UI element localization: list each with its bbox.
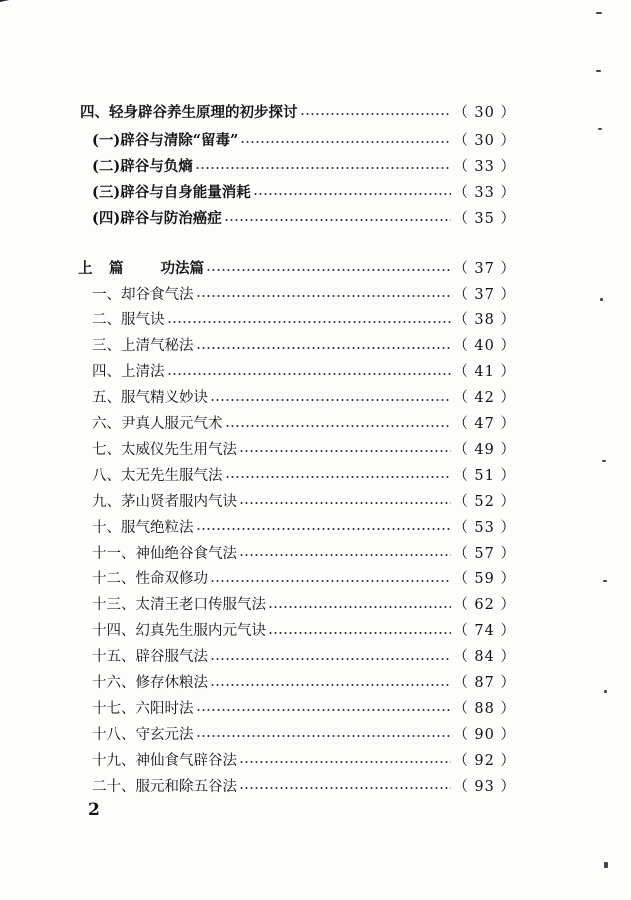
scan-speck (602, 460, 606, 462)
toc-entry-page: （ 53 ） (453, 519, 516, 536)
toc-entry-page: （ 59 ） (453, 571, 516, 588)
toc-entry-title: 十三、太清王老口传服气法 (92, 597, 266, 614)
toc-entry[interactable] (92, 461, 516, 487)
toc-entry-page: （ 49 ） (453, 441, 516, 458)
dot-leader (239, 539, 451, 565)
dot-leader (268, 617, 451, 643)
dot-leader (196, 513, 452, 539)
toc-entry[interactable] (92, 280, 516, 306)
toc-entry-title: 十七、六阳时法 (92, 700, 194, 717)
toc-entry-title: 一、却谷食气法 (92, 286, 194, 303)
page-number: 2 (88, 800, 100, 820)
toc-entry-title: 五、服气精义妙诀 (92, 390, 208, 407)
toc-entry-title: 十、服气绝粒法 (92, 519, 194, 536)
toc-entry-page: （ 41 ） (453, 364, 516, 381)
toc-entry[interactable] (92, 565, 516, 591)
toc-entry-page: （ 30 ） (453, 104, 516, 121)
dot-leader (268, 591, 451, 617)
dot-leader (239, 435, 451, 461)
toc-entry-title: 二、服气诀 (92, 312, 165, 329)
dot-leader (196, 332, 452, 358)
toc-entry-page: （ 88 ） (453, 700, 516, 717)
toc-entry[interactable] (92, 204, 516, 230)
dot-leader (253, 178, 452, 204)
scan-speck (598, 128, 602, 130)
toc-entry-title: 十九、神仙食气辟谷法 (92, 752, 237, 769)
toc-entry[interactable] (92, 332, 516, 358)
toc-entry[interactable] (92, 772, 516, 798)
toc-entry-page: （ 37 ） (453, 286, 516, 303)
toc-entry[interactable] (92, 487, 516, 513)
dot-leader (239, 487, 451, 513)
toc-entry-title: 十六、修存休粮法 (92, 675, 208, 691)
toc-entry-title: 四、轻身辟谷养生原理的初步探讨 (80, 103, 298, 121)
toc-entry-page: （ 52 ） (453, 493, 516, 510)
toc-entry[interactable] (92, 435, 516, 461)
dot-leader (239, 746, 451, 772)
toc-entry-page: （ 37 ） (453, 260, 516, 277)
toc-entry[interactable] (92, 178, 516, 204)
toc-entry-title: 功法篇 (160, 259, 204, 277)
toc-entry-title: (二)辟谷与负熵 (92, 157, 193, 175)
scan-speck (596, 12, 602, 14)
toc-entry[interactable] (92, 643, 516, 669)
toc-entry-title: 九、茅山贤者服内气诀 (92, 493, 237, 510)
toc-entry-page: （ 74 ） (453, 623, 516, 640)
toc-entry[interactable] (92, 720, 516, 746)
dot-leader (210, 643, 451, 669)
dot-leader (225, 461, 452, 487)
toc-entry[interactable] (92, 591, 516, 617)
toc-entry-page: （ 33 ） (453, 184, 516, 201)
dot-leader (196, 694, 452, 720)
toc-entry-title: 十五、辟谷服气法 (92, 649, 208, 666)
dot-leader (196, 280, 452, 306)
toc-entry-title: 十八、守玄元法 (92, 726, 194, 743)
toc-entry-title: 十四、幻真先生服内元气诀 (92, 623, 266, 640)
toc-entry[interactable] (92, 306, 516, 332)
toc-entry[interactable] (92, 513, 516, 539)
toc-entry-page: （ 51 ） (453, 467, 516, 484)
toc-entry-title: 八、太无先生服气法 (92, 467, 223, 484)
toc-part-one-heading[interactable] (78, 254, 516, 280)
toc-entry-page: （ 87 ） (453, 675, 516, 691)
dot-leader (224, 204, 452, 230)
toc-entry-page: （ 33 ） (453, 158, 516, 175)
scan-speck (596, 70, 601, 72)
toc-entry-page: （ 42 ） (453, 390, 516, 407)
toc-entry[interactable] (92, 384, 516, 410)
toc-entry[interactable] (92, 694, 516, 720)
dot-leader (239, 772, 451, 798)
toc-entry-title: 十一、神仙绝谷食气法 (92, 545, 237, 562)
scan-speck (600, 298, 603, 301)
dot-leader (210, 384, 451, 410)
dot-leader (225, 410, 452, 436)
dot-leader (300, 98, 452, 124)
scan-speck (604, 690, 607, 693)
toc-section-four-heading[interactable] (80, 98, 516, 124)
toc-entry[interactable] (92, 746, 516, 772)
toc-entry[interactable] (92, 126, 516, 152)
toc-entry-title: 三、上清气秘法 (92, 338, 194, 355)
toc-entry[interactable] (92, 669, 516, 695)
toc-entry-page: （ 62 ） (453, 597, 516, 614)
toc-entry-page: （ 35 ） (453, 210, 516, 227)
toc-entry-page: （ 84 ） (453, 649, 516, 666)
dot-leader (210, 565, 451, 591)
toc-entry-title: 二十、服元和除五谷法 (92, 778, 237, 795)
toc-entry-page: （ 57 ） (453, 545, 516, 562)
toc-entry[interactable] (92, 410, 516, 436)
toc-entry-title: (四)辟谷与防治癌症 (92, 209, 222, 227)
dot-leader (167, 306, 452, 332)
toc-entry-title: (一)辟谷与清除“留毒” (92, 131, 239, 149)
dot-leader (196, 720, 452, 746)
dot-leader (195, 152, 452, 178)
toc-entry-title: 六、尹真人服元气术 (92, 416, 223, 432)
toc-entry-page: （ 47 ） (453, 416, 516, 432)
toc-entry-page: （ 40 ） (453, 338, 516, 355)
toc-entry-page: （ 38 ） (453, 312, 516, 329)
toc-entry[interactable] (92, 617, 516, 643)
toc-entry-page: （ 90 ） (453, 726, 516, 743)
toc-entry-title: 十二、性命双修功 (92, 571, 208, 588)
dot-leader (167, 358, 452, 384)
scan-speck (603, 580, 607, 582)
toc-entry-page: （ 30 ） (453, 132, 516, 149)
toc-entry-title: 四、上清法 (92, 364, 165, 381)
part-label: 上 篇 (78, 259, 125, 277)
toc-entry[interactable] (92, 152, 516, 178)
toc-entry[interactable] (92, 358, 516, 384)
toc-entry-title: (三)辟谷与自身能量消耗 (92, 183, 251, 201)
toc-entry-page: （ 92 ） (453, 752, 516, 769)
toc-entry[interactable] (92, 539, 516, 565)
dot-leader (206, 254, 451, 280)
scan-speck (604, 862, 608, 868)
toc-entry-page: （ 93 ） (453, 778, 516, 795)
toc-entry-title: 七、太威仪先生用气法 (92, 441, 237, 458)
dot-leader (210, 669, 451, 695)
dot-leader (240, 126, 451, 152)
